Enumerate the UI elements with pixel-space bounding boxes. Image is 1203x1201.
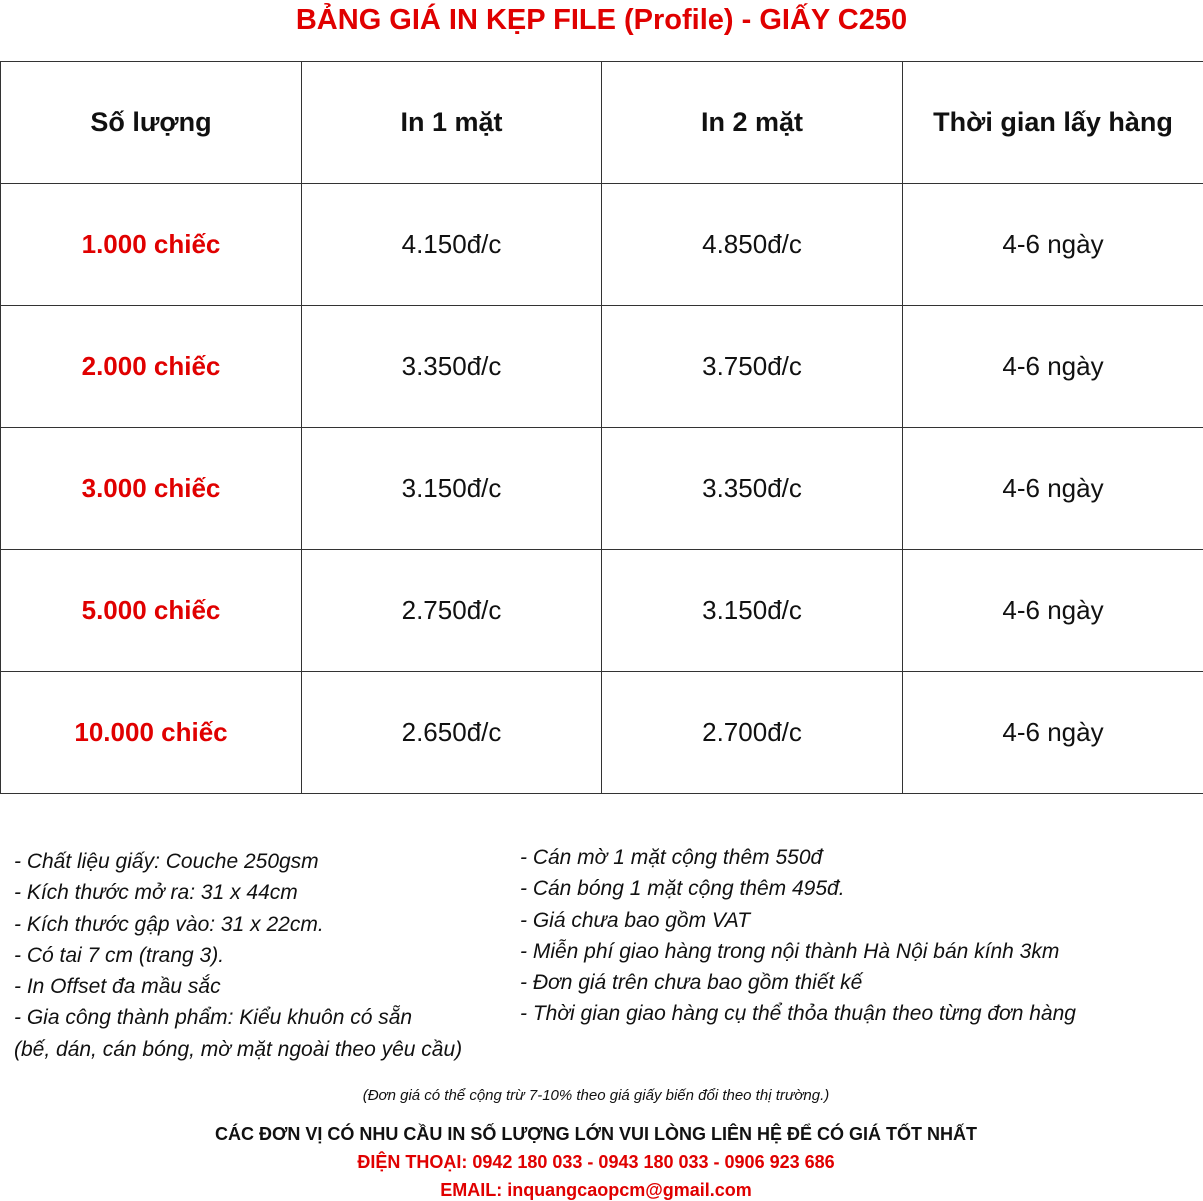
table-header-row	[1, 62, 1203, 184]
note-item: - Cán mờ 1 mặt cộng thêm 550đ	[520, 842, 1076, 873]
note-item: - In Offset đa mầu sắc	[14, 971, 462, 1002]
note-item: - Giá chưa bao gồm VAT	[520, 905, 1076, 936]
note-item: - Có tai 7 cm (trang 3).	[14, 940, 462, 971]
contact-call-to-action: CÁC ĐƠN VỊ CÓ NHU CẦU IN SỐ LƯỢNG LỚN VUI LÒNG LIÊN HỆ ĐỂ CÓ GIÁ TỐT NHẤT	[0, 1124, 1192, 1145]
quantity-cell: 10.000 chiếc	[1, 672, 302, 794]
two-side-price-cell: 2.700đ/c	[602, 672, 903, 794]
note-item: - Kích thước gập vào: 31 x 22cm.	[14, 909, 462, 940]
delivery-time-cell: 4-6 ngày	[903, 550, 1203, 672]
two-side-price-cell: 3.350đ/c	[602, 428, 903, 550]
one-side-price-cell: 4.150đ/c	[302, 184, 602, 306]
note-item: - Chất liệu giấy: Couche 250gsm	[14, 846, 462, 877]
table-row	[1, 306, 1203, 428]
note-item: - Thời gian giao hàng cụ thể thỏa thuận theo từng đơn hàng	[520, 998, 1076, 1029]
two-side-price-cell: 3.750đ/c	[602, 306, 903, 428]
header-two-side: In 2 mặt	[602, 62, 903, 184]
two-side-price-cell: 3.150đ/c	[602, 550, 903, 672]
table-row	[1, 184, 1203, 306]
notes-right	[520, 842, 1076, 1030]
note-item: - Miễn phí giao hàng trong nội thành Hà Nội bán kính 3km	[520, 936, 1076, 967]
note-item: - Gia công thành phẩm: Kiểu khuôn có sẵn	[14, 1002, 462, 1033]
two-side-price-cell: 4.850đ/c	[602, 184, 903, 306]
contact-phone: ĐIỆN THOẠI: 0942 180 033 - 0943 180 033 - 0906 923 686	[0, 1152, 1192, 1173]
notes-left	[14, 846, 462, 1065]
quantity-cell: 1.000 chiếc	[1, 184, 302, 306]
quantity-cell: 2.000 chiếc	[1, 306, 302, 428]
page-title: BẢNG GIÁ IN KẸP FILE (Profile) - GIẤY C250	[0, 0, 1203, 40]
table-row	[1, 672, 1203, 794]
table-row	[1, 550, 1203, 672]
table-row	[1, 428, 1203, 550]
header-one-side: In 1 mặt	[302, 62, 602, 184]
note-item: - Cán bóng 1 mặt cộng thêm 495đ.	[520, 873, 1076, 904]
header-quantity: Số lượng	[1, 62, 302, 184]
note-item: - Đơn giá trên chưa bao gồm thiết kế	[520, 967, 1076, 998]
one-side-price-cell: 3.150đ/c	[302, 428, 602, 550]
delivery-time-cell: 4-6 ngày	[903, 428, 1203, 550]
delivery-time-cell: 4-6 ngày	[903, 306, 1203, 428]
price-table	[0, 61, 1203, 794]
one-side-price-cell: 3.350đ/c	[302, 306, 602, 428]
one-side-price-cell: 2.750đ/c	[302, 550, 602, 672]
header-delivery-time: Thời gian lấy hàng	[903, 62, 1203, 184]
delivery-time-cell: 4-6 ngày	[903, 184, 1203, 306]
quantity-cell: 3.000 chiếc	[1, 428, 302, 550]
note-item: (bế, dán, cán bóng, mờ mặt ngoài theo yêu cầu)	[14, 1034, 462, 1065]
contact-email: EMAIL: inquangcaopcm@gmail.com	[0, 1180, 1192, 1201]
note-item: - Kích thước mở ra: 31 x 44cm	[14, 877, 462, 908]
delivery-time-cell: 4-6 ngày	[903, 672, 1203, 794]
one-side-price-cell: 2.650đ/c	[302, 672, 602, 794]
price-disclaimer: (Đơn giá có thể cộng trừ 7-10% theo giá giấy biến đổi theo thị trường.)	[0, 1087, 1192, 1104]
quantity-cell: 5.000 chiếc	[1, 550, 302, 672]
